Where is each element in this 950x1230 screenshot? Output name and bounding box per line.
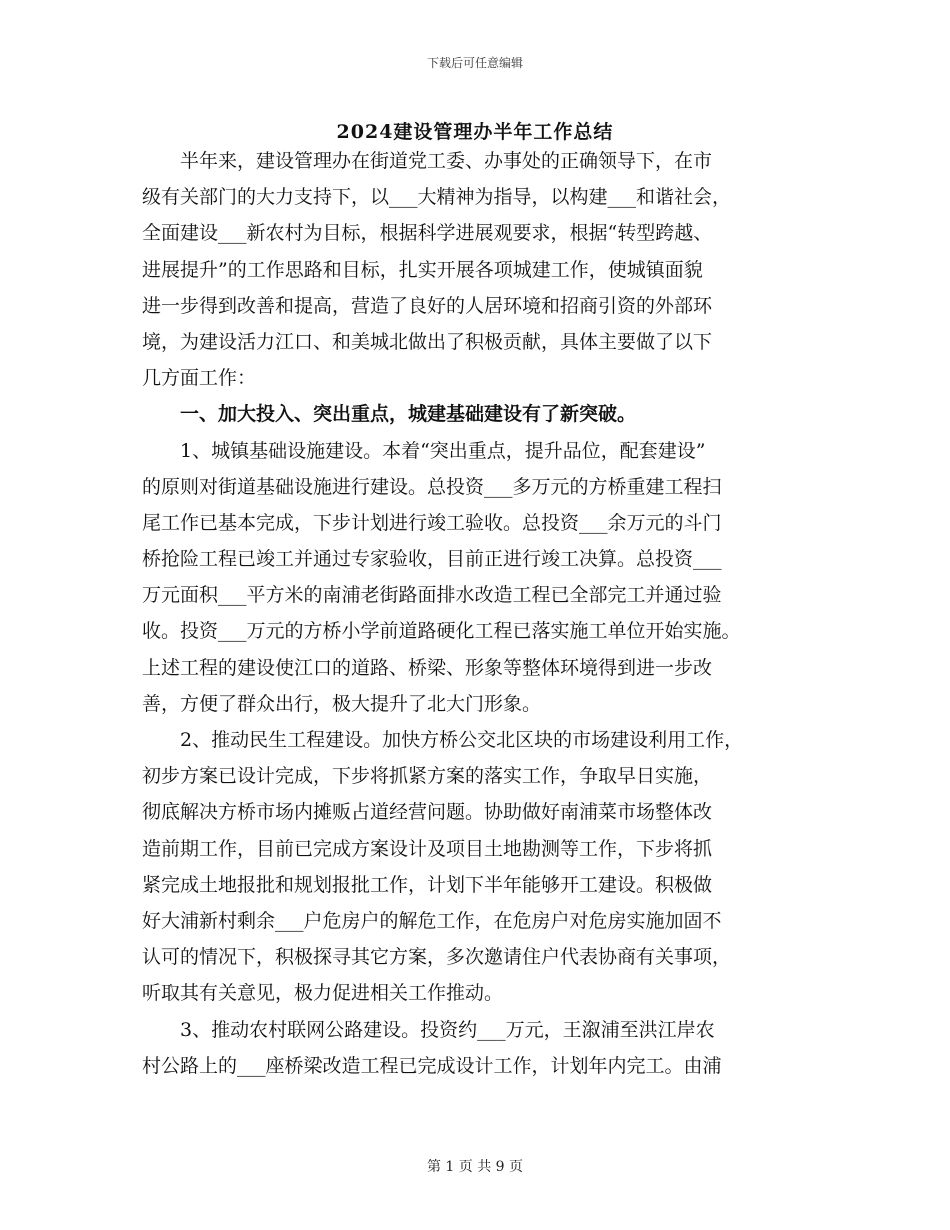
- paragraph-line: 尾工作已基本完成，下步计划进行竣工验收。总投资___余万元的斗门: [142, 511, 722, 534]
- paragraph-line: 认可的情况下，积极探寻其它方案，多次邀请住户代表协商有关事项，: [142, 946, 732, 969]
- paragraph-line: 桥抢险工程已竣工并通过专家验收，目前正进行竣工决算。总投资___: [142, 548, 722, 571]
- paragraph-line: 善，方便了群众出行，极大提升了北大门形象。: [142, 692, 542, 715]
- document-body: [142, 143, 818, 1084]
- paragraph-line: 上述工程的建设使江口的道路、桥梁、形象等整体环境得到进一步改: [142, 656, 713, 679]
- paragraph-line: 几方面工作：: [142, 367, 257, 390]
- paragraph-line: 好大浦新村剩余___户危房户的解危工作，在危房户对危房实施加固不: [142, 909, 722, 932]
- paragraph-line: 初步方案已设计完成，下步将抓紧方案的落实工作，争取早日实施，: [142, 765, 713, 788]
- header-note: 下载后可任意编辑: [426, 56, 523, 70]
- paragraph-line: 级有关部门的大力支持下，以___大精神为指导，以构建___和谐社会，: [142, 186, 732, 209]
- paragraph-line: 造前期工作，目前已完成方案设计及项目土地勘测等工作，下步将抓: [142, 837, 713, 860]
- paragraph-line: 村公路上的___座桥梁改造工程已完成设计工作，计划年内完工。由浦: [142, 1054, 722, 1077]
- paragraph-line: 进展提升”的工作思路和目标，扎实开展各项城建工作，使城镇面貌: [142, 258, 703, 281]
- paragraph-line: 全面建设___新农村为目标，根据科学进展观要求，根据“转型跨越、: [142, 222, 713, 245]
- paragraph-line: 收。投资___万元的方桥小学前道路硬化工程已落实施工单位开始实施。: [142, 620, 741, 643]
- paragraph-line: 1、城镇基础设施建设。本着“突出重点，提升品位，配套建设”: [180, 439, 706, 462]
- paragraph-line: 万元面积___平方米的南浦老街路面排水改造工程已全部完工并通过验: [142, 584, 722, 607]
- paragraph-line: 紧完成土地报批和规划报批工作，计划下半年能够开工建设。积极做: [142, 873, 713, 896]
- paragraph-line: 进一步得到改善和提高，营造了良好的人居环境和招商引资的外部环: [142, 294, 713, 317]
- paragraph-line: 境，为建设活力江口、和美城北做出了积极贡献，具体主要做了以下: [142, 330, 713, 353]
- document-title: 2024建设管理办半年工作总结: [336, 121, 614, 143]
- section-heading-line: 一、加大投入、突出重点，城建基础建设有了新突破。: [180, 403, 637, 426]
- paragraph-line: 的原则对街道基础设施进行建设。总投资___多万元的方桥重建工程扫: [142, 475, 722, 498]
- paragraph-line: 2、推动民生工程建设。加快方桥公交北区块的市场建设利用工作，: [180, 729, 744, 751]
- page-number-footer: 第 1 页 共 9 页: [426, 1159, 524, 1175]
- paragraph-line: 半年来，建设管理办在街道党工委、办事处的正确领导下，在市: [180, 150, 713, 172]
- paragraph-line: 3、推动农村联网公路建设。投资约___万元，王溆浦至洪江岸农: [180, 1018, 715, 1041]
- paragraph-line: 彻底解决方桥市场内摊贩占道经营问题。协助做好南浦菜市场整体改: [142, 801, 713, 824]
- paragraph-line: 听取其有关意见，极力促进相关工作推动。: [142, 982, 504, 1005]
